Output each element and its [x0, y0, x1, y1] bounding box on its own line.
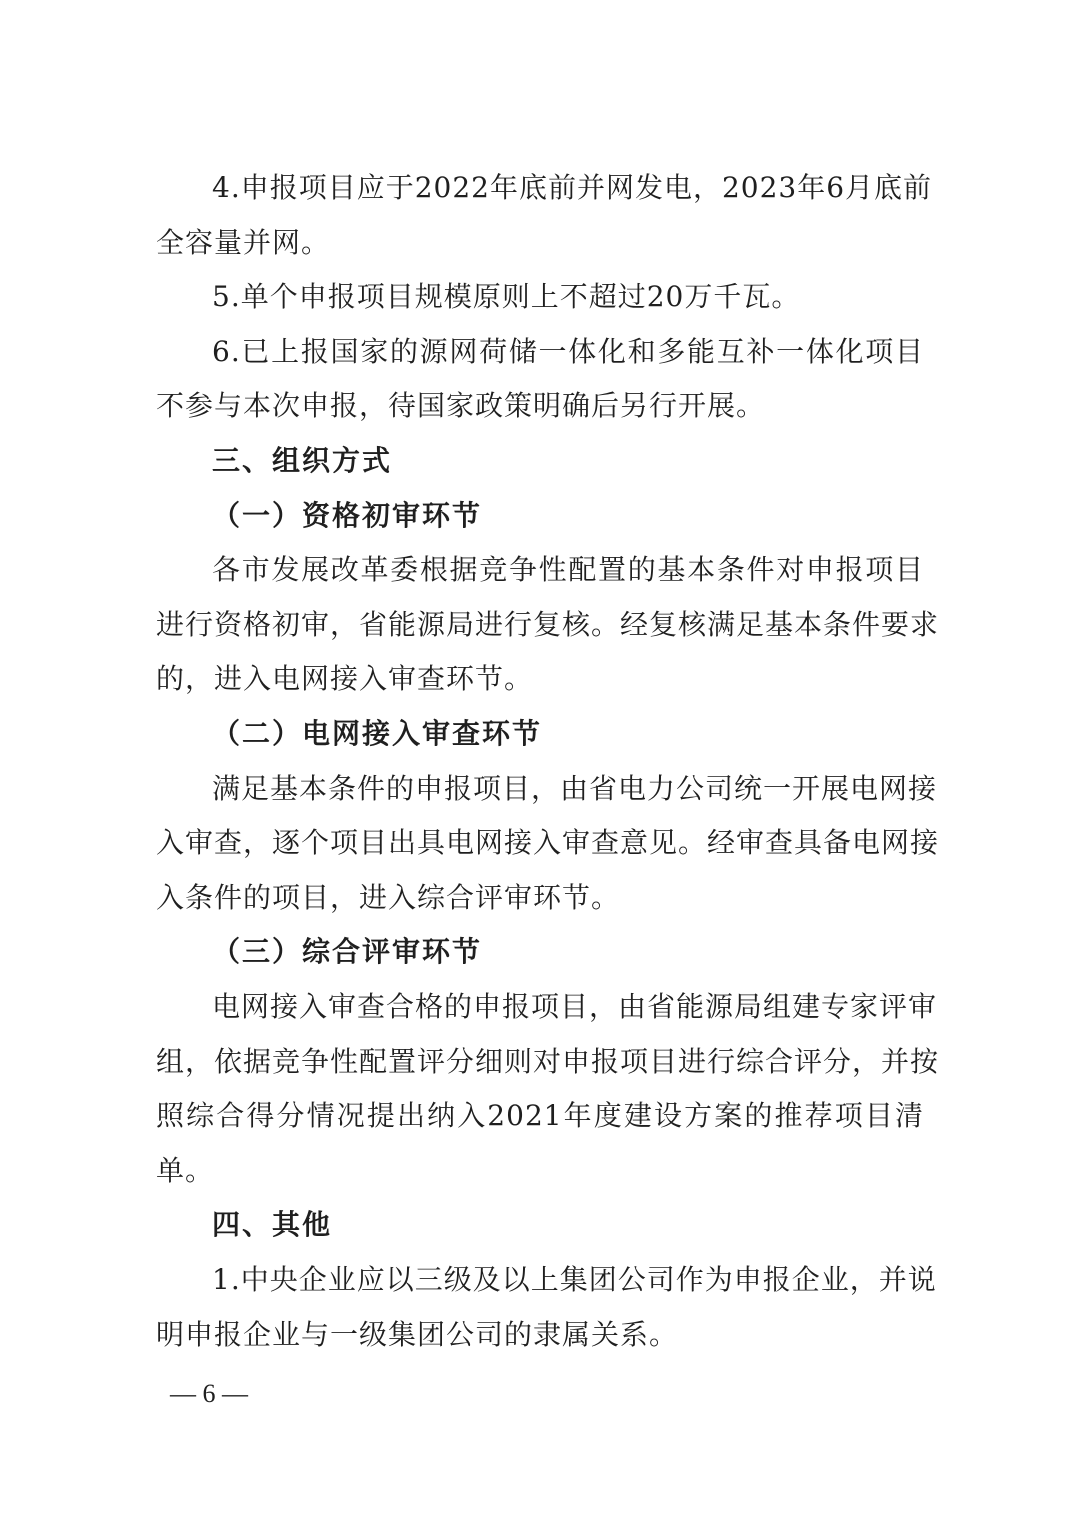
paragraph-line: 1.中央企业应以三级及以上集团公司作为申报企业，并说 — [212, 1263, 937, 1296]
subsection-heading: （三）综合评审环节 — [212, 935, 483, 969]
subsection-heading: （一）资格初审环节 — [212, 498, 483, 532]
paragraph-line: 满足基本条件的申报项目，由省电力公司统一开展电网接 — [212, 771, 938, 805]
paragraph-line: 不参与本次申报，待国家政策明确后另行开展。 — [156, 389, 766, 423]
section-heading: 三、组织方式 — [212, 444, 393, 477]
section-heading: 四、其他 — [212, 1208, 333, 1242]
paragraph-line: 单。 — [156, 1153, 215, 1187]
paragraph-line: 组，依据竞争性配置评分细则对申报项目进行综合评分，并按 — [156, 1044, 940, 1078]
paragraph-line: 入条件的项目，进入综合评审环节。 — [156, 880, 621, 914]
paragraph-line: 电网接入审查合格的申报项目，由省能源局组建专家评审 — [212, 990, 938, 1023]
paragraph-line: 照综合得分情况提出纳入2021年度建设方案的推荐项目清 — [156, 1099, 924, 1133]
subsection-heading: （二）电网接入审查环节 — [212, 717, 543, 750]
paragraph-line: 明申报企业与一级集团公司的隶属关系。 — [156, 1317, 679, 1351]
paragraph-line: 6.已上报国家的源网荷储一体化和多能互补一体化项目 — [212, 334, 924, 368]
paragraph-line: 4.申报项目应于2022年底前并网发电，2023年6月底前 — [212, 171, 933, 204]
paragraph-line: 各市发展改革委根据竞争性配置的基本条件对申报项目 — [212, 553, 924, 587]
paragraph-line: 全容量并网。 — [156, 225, 331, 259]
page-number: — 6 — — [170, 1379, 248, 1408]
paragraph-line: 进行资格初审，省能源局进行复核。经复核满足基本条件要求 — [156, 607, 940, 641]
paragraph-line: 入审查，逐个项目出具电网接入审查意见。经审查具备电网接 — [156, 826, 940, 860]
paragraph-line: 5.单个申报项目规模原则上不超过20万千瓦。 — [212, 280, 801, 314]
paragraph-line: 的，进入电网接入审查环节。 — [156, 662, 534, 696]
